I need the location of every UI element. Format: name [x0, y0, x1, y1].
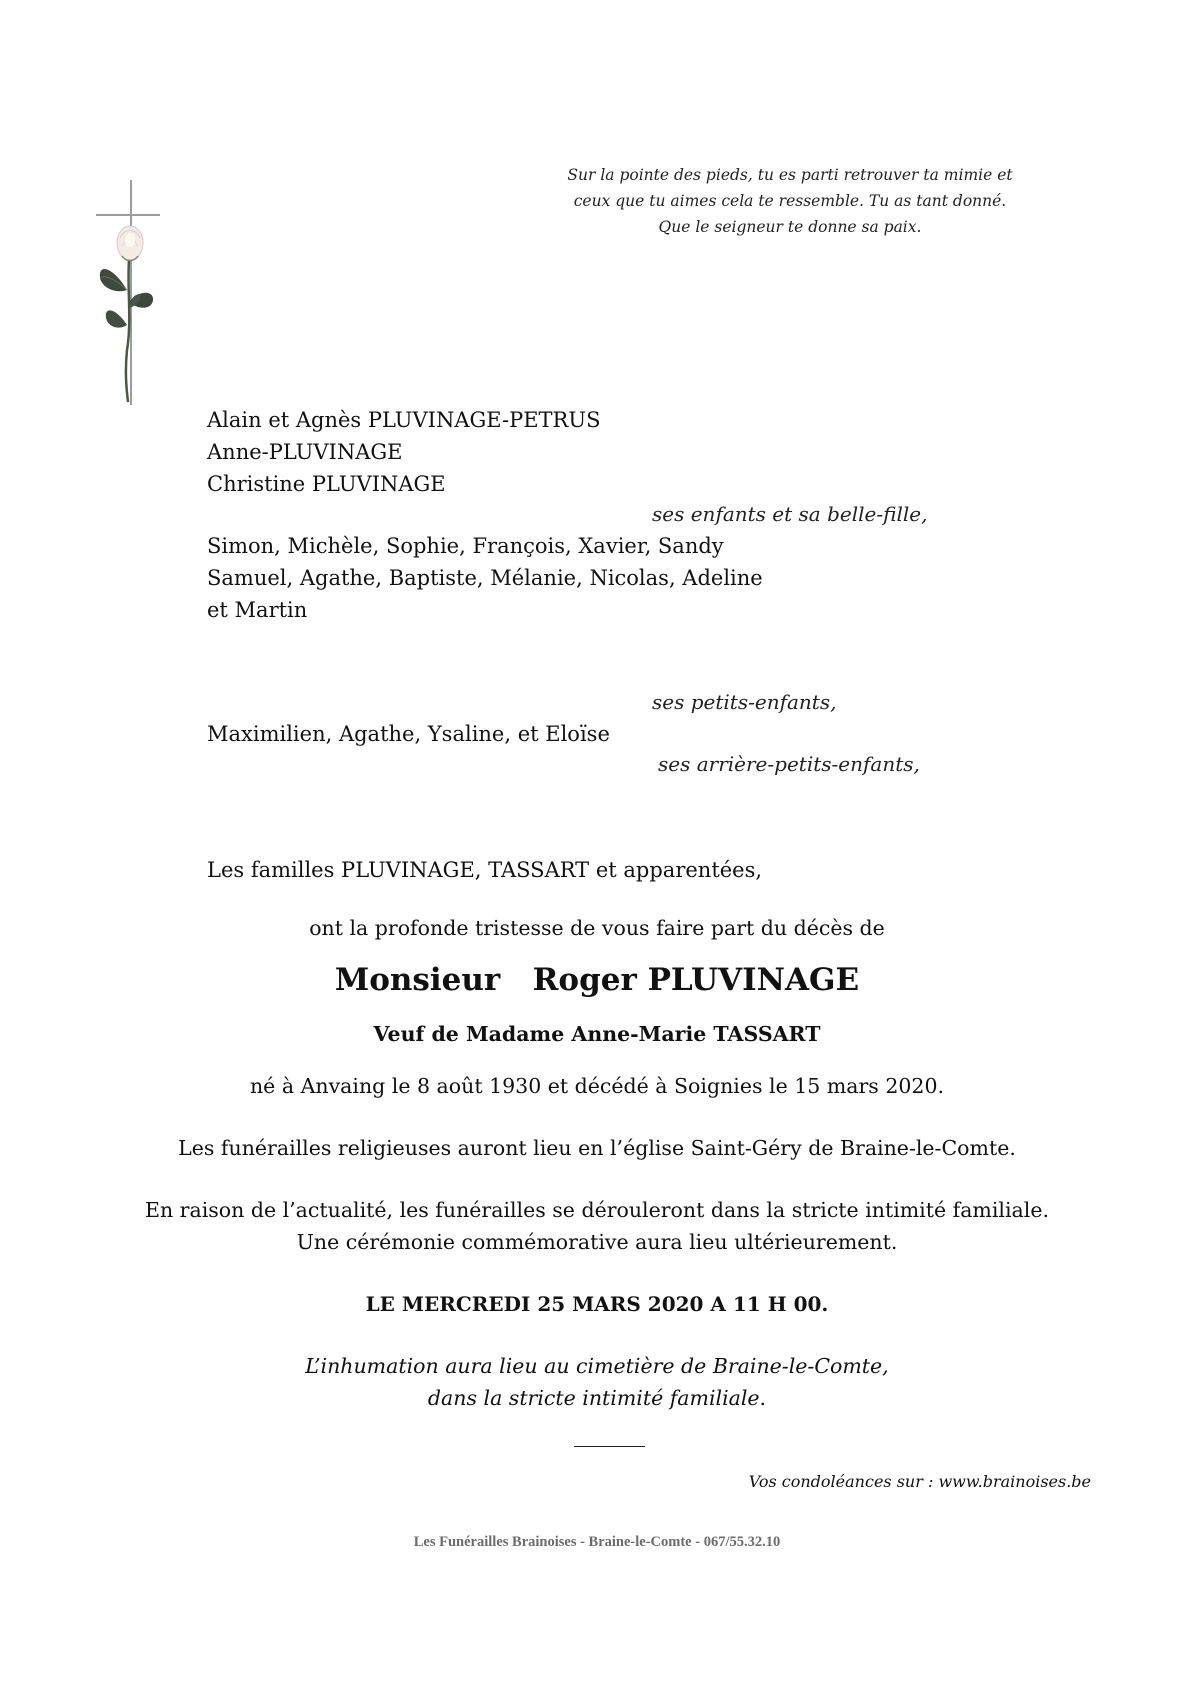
- family-role: ses enfants et sa belle-fille,: [652, 502, 928, 526]
- funeral-line: Les funérailles religieuses auront lieu en l’église Saint-Géry de Braine-le-Comte.: [178, 1136, 1016, 1160]
- poem-line: ceux que tu aimes cela te ressemble. Tu as tant donné.: [573, 192, 1007, 210]
- ceremony-date: LE MERCREDI 25 MARS 2020 A 11 H 00.: [365, 1292, 829, 1316]
- family-name: Simon, Michèle, Sophie, François, Xavier, Sandy: [207, 534, 724, 558]
- cross-rose-icon: [96, 180, 176, 405]
- family-name: Anne-PLUVINAGE: [207, 440, 403, 464]
- born-died-line: né à Anvaing le 8 août 1930 et décédé à Soignies le 15 mars 2020.: [249, 1074, 945, 1098]
- family-name: Alain et Agnès PLUVINAGE-PETRUS: [207, 408, 601, 432]
- announcement-intro: ont la profonde tristesse de vous faire part du décès de: [309, 916, 885, 940]
- widower-line: Veuf de Madame Anne-Marie TASSART: [373, 1022, 821, 1046]
- burial-line: dans la stricte intimité familiale.: [427, 1386, 767, 1410]
- family-name: Maximilien, Agathe, Ysaline, et Eloïse: [207, 722, 610, 746]
- family-name: Christine PLUVINAGE: [207, 472, 446, 496]
- deceased-title-prefix: Monsieur: [334, 962, 501, 998]
- condolences-link[interactable]: Vos condoléances sur : www.brainoises.be: [748, 1472, 1091, 1491]
- family-name: Samuel, Agathe, Baptiste, Mélanie, Nicolas, Adeline: [207, 566, 763, 590]
- family-role: ses arrière-petits-enfants,: [658, 752, 920, 776]
- poem: [560, 162, 1020, 240]
- family-name: et Martin: [207, 598, 308, 622]
- deceased-name: Roger PLUVINAGE: [532, 962, 860, 998]
- footer: Les Funérailles Brainoises - Braine-le-Comte - 067/55.32.10: [413, 1534, 781, 1550]
- context-line: Une cérémonie commémorative aura lieu ultérieurement.: [296, 1230, 898, 1254]
- families-line: Les familles PLUVINAGE, TASSART et apparentées,: [207, 858, 763, 882]
- poem-line: Sur la pointe des pieds, tu es parti retrouver ta mimie et: [567, 166, 1013, 184]
- deceased-title: [0, 962, 1194, 998]
- burial-line: L’inhumation aura lieu au cimetière de Braine-le-Comte,: [305, 1354, 889, 1378]
- context-line: En raison de l’actualité, les funérailles se dérouleront dans la stricte intimité familiale.: [145, 1198, 1049, 1222]
- cross-rose-illustration: [96, 180, 176, 409]
- divider: [574, 1446, 645, 1447]
- poem-line: Que le seigneur te donne sa paix.: [658, 218, 922, 236]
- family-role: ses petits-enfants,: [652, 690, 837, 714]
